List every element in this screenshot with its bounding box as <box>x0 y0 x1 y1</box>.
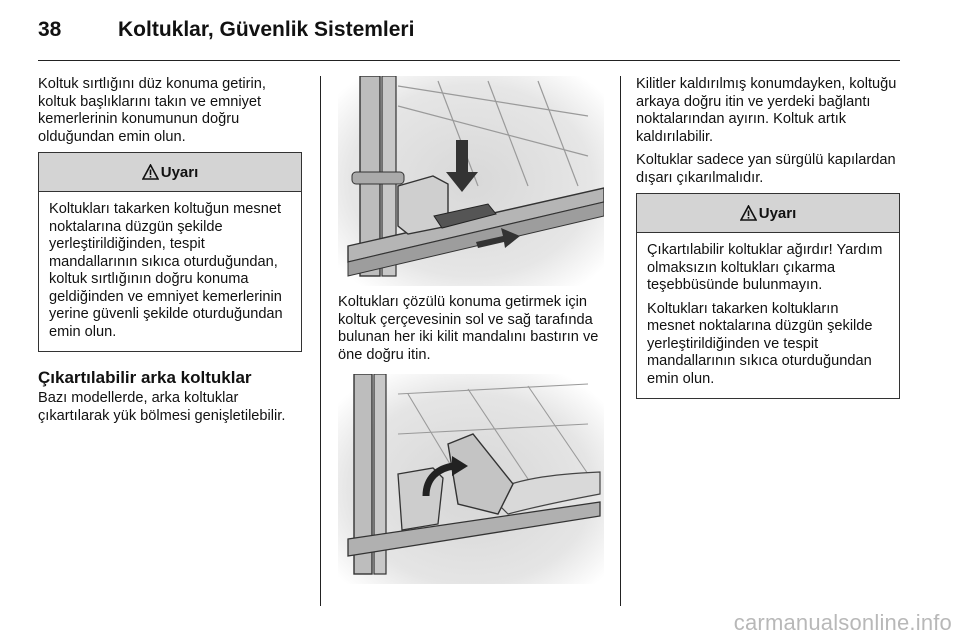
column-right <box>636 76 900 399</box>
warning-icon <box>142 164 159 180</box>
illustration-latch-release <box>338 76 604 286</box>
column-middle <box>338 76 604 584</box>
chapter-title: Koltuklar, Güvenlik Sistemleri <box>118 18 415 41</box>
warning-text: Koltukları takarken koltuğun mesnet noktalarına düzgün şekilde yerleştirildiğinden, tespit mandallarının sıkıca oturduğundan, koltuk sırtlığının doğru konuma geldiğinden ve emniyet kemerlerinin yerine güvenli şekilde oturduğundan emin olun. <box>49 201 283 340</box>
warning-box <box>38 152 302 352</box>
warning-header-2 <box>637 194 899 233</box>
column-divider-2 <box>620 76 621 606</box>
header-rule <box>38 60 900 61</box>
warning-title: Uyarı <box>160 163 199 181</box>
figure-caption: Koltukları çözülü konuma getirmek için koltuk çerçevesinin sol ve sağ tarafında bulunan her iki kilit mandalını bastırın ve öne doğru itin. <box>338 294 599 363</box>
paragraph-unlock: Kilitler kaldırılmış konumdayken, koltuğu arkaya doğru itin ve yerdeki bağlantı noktalarından ayırın. Koltuk artık kaldırılabilir. <box>636 76 897 145</box>
warning-box-2 <box>636 193 900 399</box>
intro-paragraph: Koltuk sırtlığını düz konuma getirin, koltuk başlıklarını takın ve emniyet kemerlerinin konumunun doğru olduğundan emin olun. <box>38 76 266 145</box>
column-divider-1 <box>320 76 321 606</box>
warning-header <box>39 153 301 192</box>
warning-icon <box>740 205 757 221</box>
warning-text-heavy: Çıkartılabilir koltuklar ağırdır! Yardım olmaksızın koltukları çıkarma teşebbüsünde bulunmayın. <box>647 242 883 293</box>
column-left <box>38 76 302 431</box>
warning-text-install: Koltukları takarken koltukların mesnet noktalarına düzgün şekilde yerleştirildiğinden ve tespit mandallarının sıkıca oturduğundan emin olun. <box>647 300 873 387</box>
watermark: carmanualsonline.info <box>733 610 952 635</box>
page-number: 38 <box>38 18 62 41</box>
section-heading: Çıkartılabilir arka koltuklar <box>38 368 252 387</box>
section-paragraph: Bazı modellerde, arka koltuklar çıkartılarak yük bölmesi genişletilebilir. <box>38 390 286 424</box>
paragraph-doors: Koltuklar sadece yan sürgülü kapılardan dışarı çıkarılmalıdır. <box>636 152 896 186</box>
warning-title-2: Uyarı <box>758 204 797 222</box>
illustration-seat-lift <box>338 374 604 584</box>
